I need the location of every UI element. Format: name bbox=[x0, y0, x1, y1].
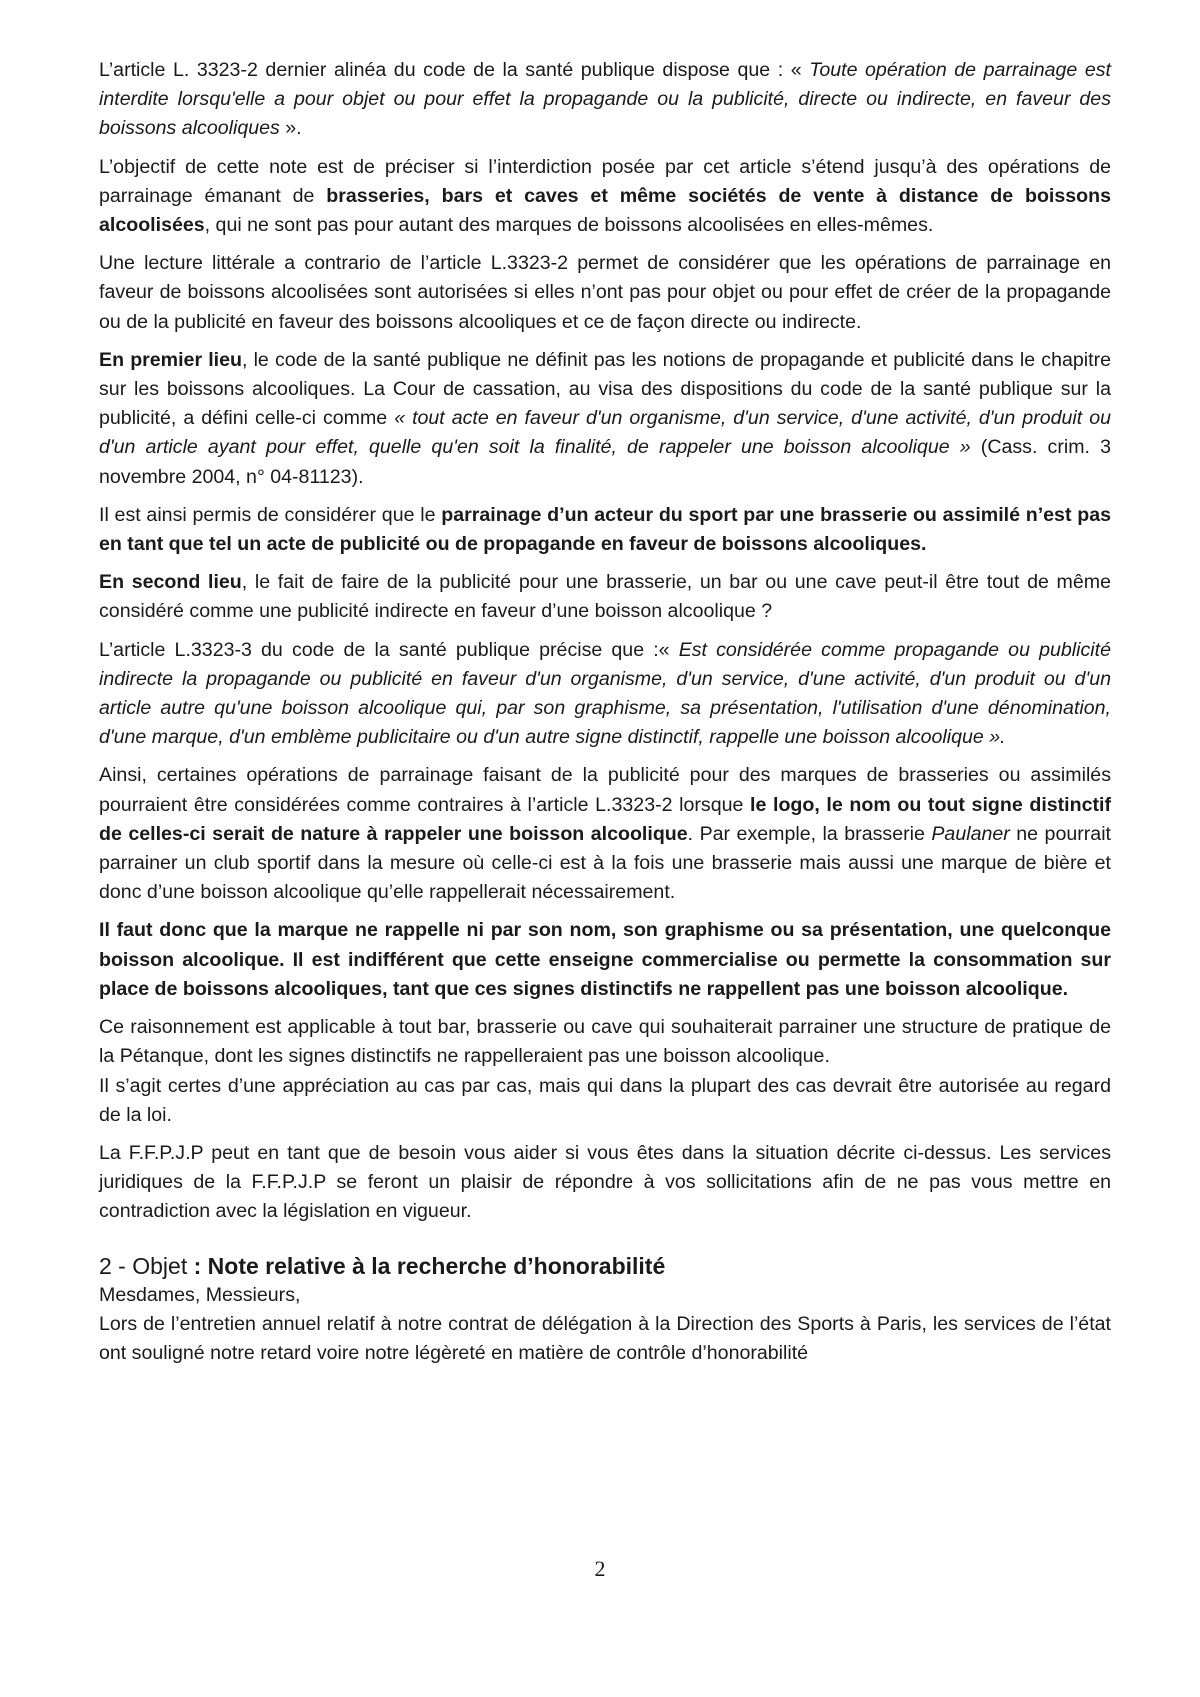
paragraph-premier-lieu: En premier lieu, le code de la santé publique ne définit pas les notions de propagande et publicité dans le chapitre sur les boissons alcooliques. La Cour de cassation, au visa des dispositions du code de la santé publique sur la publicité, a défini celle-ci comme « tout acte en faveur d'un organisme, d'un service, d'une activité, d'un produit ou d'un article ayant pour effet, quelle qu'en soit la finalité, de rappeler une boisson alcoolique » (Cass. crim. 3 novembre 2004, n° 04-81123). bbox=[99, 348, 1111, 488]
paragraph-article-l3323-3: L’article L.3323-3 du code de la santé publique précise que :« Est considérée comme propagande ou publicité indirecte la propagande ou publicité en faveur d'un organisme, d'un service, d'une activité, d'un produit ou d'un article autre qu'une boisson alcoolique qui, par son graphisme, sa présentation, l'utilisation d'une dénomination, d'une marque, d'un emblème publicitaire ou d'un autre signe distinctif, rappelle une boisson alcoolique ». bbox=[99, 638, 1111, 749]
paragraph-entretien-annuel: Lors de l’entretien annuel relatif à notre contrat de délégation à la Direction des Sports à Paris, les services de l’état ont souligné notre retard voire notre légèreté en matière de contrôle d’honorabilité bbox=[99, 1312, 1111, 1364]
page-number: 2 bbox=[594, 1556, 606, 1581]
paragraph-ffpjp-aide: La F.F.P.J.P peut en tant que de besoin vous aider si vous êtes dans la situation décrite ci-dessus. Les services juridiques de la F.F.P.J.P se feront un plaisir de répondre à vos sollicitations afin de ne pas vous mettre en contradiction avec la législation en vigueur. bbox=[99, 1141, 1111, 1223]
section-2-heading: 2 - Objet : Note relative à la recherche d’honorabilité bbox=[99, 1252, 666, 1279]
paragraph-article-l3323-2: L’article L. 3323-2 dernier alinéa du code de la santé publique dispose que : « Toute opération de parrainage est interdite lorsqu'elle a pour objet ou pour effet la propagande ou la publicité, directe ou indirecte, en faveur des boissons alcooliques ». bbox=[99, 59, 1111, 140]
paragraph-conclusion-parrainage: Il est ainsi permis de considérer que le parrainage d’un acteur du sport par une brasserie ou assimilé n’est pas en tant que tel un acte de publicité ou de propagande en faveur de boissons alcooliques. bbox=[99, 503, 1111, 556]
paragraph-appreciation: Il s’agit certes d’une appréciation au cas par cas, mais qui dans la plupart des cas devrait être autorisée au regard de la loi. bbox=[99, 1074, 1111, 1126]
paragraph-raisonnement: Ce raisonnement est applicable à tout bar, brasserie ou cave qui souhaiterait parrainer une structure de pratique de la Pétanque, dont les signes distinctifs ne rappelleraient pas une boisson alcoolique. bbox=[99, 1016, 1111, 1068]
paragraph-second-lieu: En second lieu, le fait de faire de la publicité pour une brasserie, un bar ou une cave peut-il être tout de même considéré comme une publicité indirecte en faveur d’une boisson alcoolique ? bbox=[99, 571, 1111, 623]
salutation: Mesdames, Messieurs, bbox=[99, 1283, 301, 1306]
paragraph-objectif: L’objectif de cette note est de préciser si l’interdiction posée par cet article s’étend jusqu’à des opérations de parrainage émanant de brasseries, bars et caves et même sociétés de vente à distance de boissons alcoolisées, qui ne sont pas pour autant des marques de boissons alcoolisées en elles-mêmes. bbox=[99, 155, 1111, 237]
document-page bbox=[99, 56, 1111, 1368]
paragraph-il-faut-donc: Il faut donc que la marque ne rappelle ni par son nom, son graphisme ou sa présentation, une quelconque boisson alcoolique. Il est indifférent que cette enseigne commercialise ou permette la consommation sur place de boissons alcooliques, tant que ces signes distinctifs ne rappellent pas une boisson alcoolique. bbox=[99, 919, 1111, 1000]
paragraph-lecture-litterale: Une lecture littérale a contrario de l’article L.3323-2 permet de considérer que les opérations de parrainage en faveur de boissons alcoolisées sont autorisées si elles n’ont pas pour objet ou pour effet de créer de la propagande ou de la publicité en faveur des boissons alcooliques et ce de façon directe ou indirecte. bbox=[99, 252, 1111, 333]
paragraph-ainsi: Ainsi, certaines opérations de parrainage faisant de la publicité pour des marques de brasseries ou assimilés pourraient être considérées comme contraires à l’article L.3323-2 lorsque le logo, le nom ou tout signe distinctif de celles-ci serait de nature à rappeler une boisson alcoolique. Par exemple, la brasserie Paulaner ne pourrait parrainer un club sportif dans la mesure où celle-ci est à la fois une brasserie mais aussi une marque de bière et donc d’une boisson alcoolique qu’elle rappellerait nécessairement. bbox=[99, 764, 1111, 904]
